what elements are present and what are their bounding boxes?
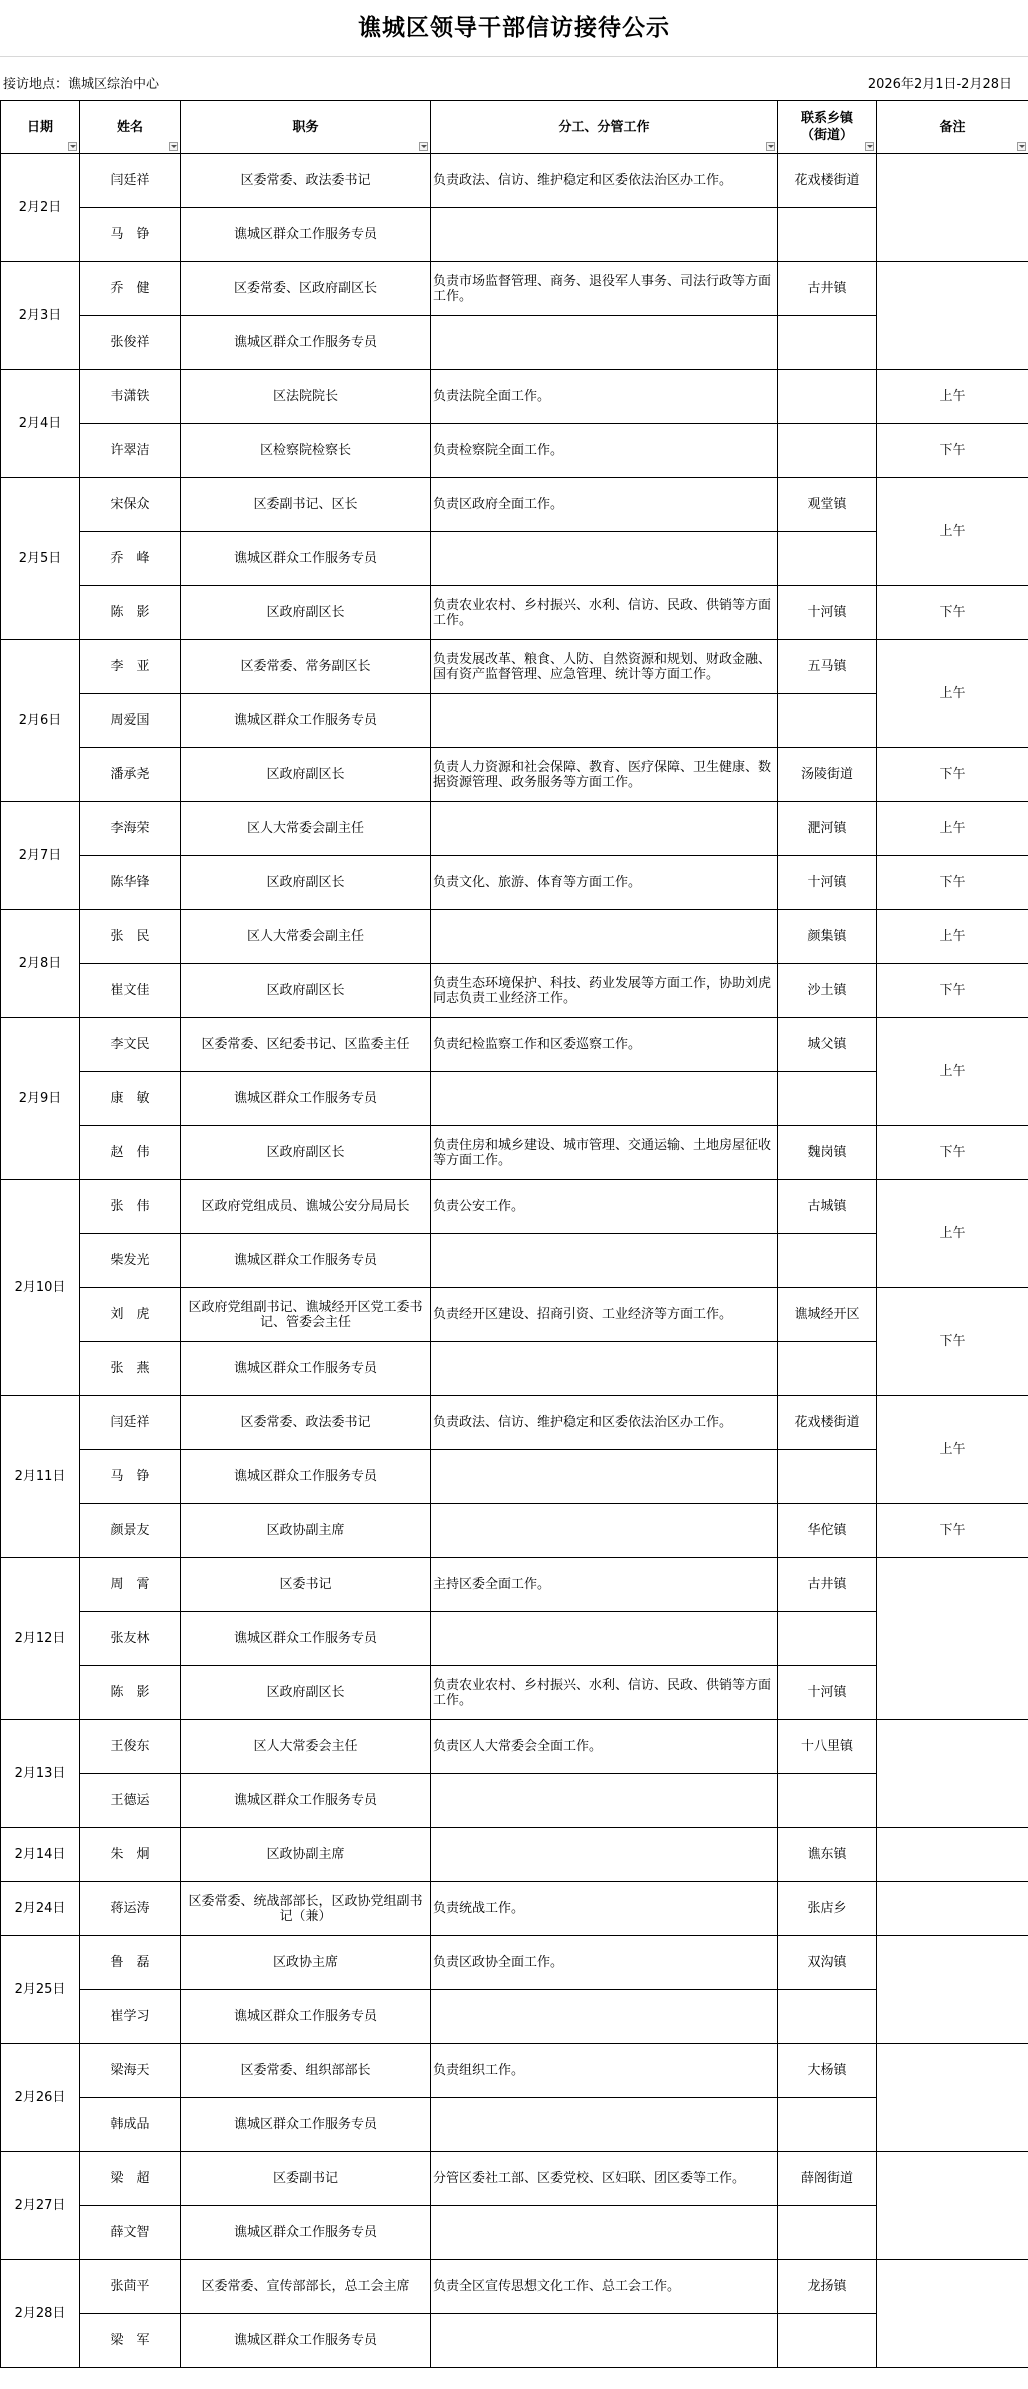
table-row [1, 1774, 1028, 1828]
name-cell[interactable]: 王德运 [80, 1774, 181, 1828]
date-cell[interactable]: 2月4日 [1, 370, 80, 478]
town-cell[interactable]: 魏岗镇 [778, 1126, 877, 1180]
note-cell[interactable]: 上午 [877, 802, 1028, 856]
table-row [1, 424, 1028, 478]
position-cell[interactable]: 区委常委、政法委书记 [181, 1396, 431, 1450]
note-cell[interactable]: 下午 [877, 748, 1028, 802]
town-cell[interactable] [778, 1342, 877, 1396]
duty-cell[interactable] [431, 2314, 778, 2368]
position-cell[interactable]: 谯城区群众工作服务专员 [181, 694, 431, 748]
filter-dropdown-icon[interactable] [68, 142, 77, 151]
position-cell[interactable]: 区政协主席 [181, 1936, 431, 1990]
duty-cell[interactable]: 负责市场监督管理、商务、退役军人事务、司法行政等方面工作。 [431, 262, 778, 316]
position-cell[interactable]: 区政府副区长 [181, 586, 431, 640]
town-cell[interactable]: 汤陵街道 [778, 748, 877, 802]
duty-cell[interactable]: 分管区委社工部、区委党校、区妇联、团区委等工作。 [431, 2152, 778, 2206]
date-cell[interactable]: 2月13日 [1, 1720, 80, 1828]
table-row [1, 2206, 1028, 2260]
name-cell[interactable]: 柴发光 [80, 1234, 181, 1288]
note-cell[interactable] [877, 2152, 1028, 2260]
town-cell[interactable]: 华佗镇 [778, 1504, 877, 1558]
name-cell[interactable]: 周爱国 [80, 694, 181, 748]
name-cell[interactable]: 蒋运涛 [80, 1882, 181, 1936]
town-cell[interactable] [778, 1234, 877, 1288]
duty-cell[interactable]: 负责政法、信访、维护稳定和区委依法治区办工作。 [431, 154, 778, 208]
duty-cell[interactable]: 负责组织工作。 [431, 2044, 778, 2098]
note-cell[interactable] [877, 1720, 1028, 1828]
position-cell[interactable]: 区人大常委会副主任 [181, 910, 431, 964]
name-cell[interactable]: 闫廷祥 [80, 1396, 181, 1450]
name-cell[interactable]: 梁 军 [80, 2314, 181, 2368]
town-cell[interactable]: 古城镇 [778, 1180, 877, 1234]
date-cell[interactable]: 2月11日 [1, 1396, 80, 1558]
town-cell[interactable]: 颜集镇 [778, 910, 877, 964]
town-cell[interactable]: 双沟镇 [778, 1936, 877, 1990]
table-row [1, 1018, 1028, 1072]
duty-cell[interactable]: 负责法院全面工作。 [431, 370, 778, 424]
date-cell[interactable]: 2月12日 [1, 1558, 80, 1720]
position-cell[interactable]: 区人大常委会主任 [181, 1720, 431, 1774]
note-cell[interactable] [877, 2260, 1028, 2368]
position-cell[interactable]: 区委常委、区政府副区长 [181, 262, 431, 316]
position-cell[interactable]: 区法院院长 [181, 370, 431, 424]
header-note-label: 备注 [939, 119, 966, 135]
table-row [1, 2044, 1028, 2098]
town-cell[interactable]: 五马镇 [778, 640, 877, 694]
town-cell[interactable] [778, 694, 877, 748]
reception-table [0, 100, 1028, 2368]
table-row [1, 1288, 1028, 1342]
town-cell[interactable]: 十八里镇 [778, 1720, 877, 1774]
table-row [1, 586, 1028, 640]
name-cell[interactable]: 梁 超 [80, 2152, 181, 2206]
duty-cell[interactable]: 负责农业农村、乡村振兴、水利、信访、民政、供销等方面工作。 [431, 586, 778, 640]
note-cell[interactable]: 上午 [877, 1180, 1028, 1288]
duty-cell[interactable] [431, 694, 778, 748]
position-cell[interactable]: 区检察院检察长 [181, 424, 431, 478]
name-cell[interactable]: 乔 健 [80, 262, 181, 316]
header-position-label: 职务 [292, 119, 319, 135]
date-cell[interactable]: 2月3日 [1, 262, 80, 370]
name-cell[interactable]: 梁海天 [80, 2044, 181, 2098]
name-cell[interactable]: 潘承尧 [80, 748, 181, 802]
table-row [1, 2098, 1028, 2152]
table-row [1, 1666, 1028, 1720]
duty-cell[interactable] [431, 532, 778, 586]
date-cell[interactable]: 2月24日 [1, 1882, 80, 1936]
note-cell[interactable]: 上午 [877, 1396, 1028, 1504]
position-cell[interactable]: 区政府副区长 [181, 1126, 431, 1180]
duty-cell[interactable] [431, 1828, 778, 1882]
date-cell[interactable]: 2月10日 [1, 1180, 80, 1396]
duty-cell[interactable]: 主持区委全面工作。 [431, 1558, 778, 1612]
note-cell[interactable] [877, 154, 1028, 262]
position-cell[interactable]: 谯城区群众工作服务专员 [181, 2314, 431, 2368]
town-cell[interactable] [778, 1774, 877, 1828]
table-row [1, 1504, 1028, 1558]
header-row [1, 101, 1028, 154]
table-row [1, 316, 1028, 370]
position-cell[interactable]: 谯城区群众工作服务专员 [181, 2206, 431, 2260]
duty-cell[interactable]: 负责公安工作。 [431, 1180, 778, 1234]
duty-cell[interactable] [431, 1234, 778, 1288]
name-cell[interactable]: 李海荣 [80, 802, 181, 856]
position-cell[interactable]: 谯城区群众工作服务专员 [181, 1072, 431, 1126]
duty-cell[interactable] [431, 1612, 778, 1666]
name-cell[interactable]: 颜景友 [80, 1504, 181, 1558]
name-cell[interactable]: 宋保众 [80, 478, 181, 532]
table-row [1, 1126, 1028, 1180]
duty-cell[interactable] [431, 208, 778, 262]
town-cell[interactable]: 花戏楼街道 [778, 154, 877, 208]
date-cell[interactable]: 2月14日 [1, 1828, 80, 1882]
position-cell[interactable]: 区委副书记、区长 [181, 478, 431, 532]
name-cell[interactable]: 张俊祥 [80, 316, 181, 370]
table-row [1, 262, 1028, 316]
town-cell[interactable] [778, 2314, 877, 2368]
town-cell[interactable]: 大杨镇 [778, 2044, 877, 2098]
note-cell[interactable]: 下午 [877, 856, 1028, 910]
position-cell[interactable]: 区委常委、组织部部长 [181, 2044, 431, 2098]
name-cell[interactable]: 许翠洁 [80, 424, 181, 478]
position-cell[interactable]: 谯城区群众工作服务专员 [181, 1774, 431, 1828]
town-cell[interactable]: 龙扬镇 [778, 2260, 877, 2314]
town-cell[interactable]: 谯东镇 [778, 1828, 877, 1882]
name-cell[interactable]: 张 民 [80, 910, 181, 964]
position-cell[interactable]: 区委常委、政法委书记 [181, 154, 431, 208]
note-cell[interactable] [877, 2044, 1028, 2152]
header-duty [431, 101, 778, 154]
duty-cell[interactable]: 负责统战工作。 [431, 1882, 778, 1936]
duty-cell[interactable]: 负责人力资源和社会保障、教育、医疗保障、卫生健康、数据资源管理、政务服务等方面工作。 [431, 748, 778, 802]
town-cell[interactable] [778, 2098, 877, 2152]
table-row [1, 370, 1028, 424]
name-cell[interactable]: 崔文佳 [80, 964, 181, 1018]
note-cell[interactable]: 上午 [877, 1018, 1028, 1126]
position-cell[interactable]: 区政协副主席 [181, 1828, 431, 1882]
filter-dropdown-icon[interactable] [419, 142, 428, 151]
filter-dropdown-icon[interactable] [865, 142, 874, 151]
name-cell[interactable]: 张茴平 [80, 2260, 181, 2314]
name-cell[interactable]: 康 敏 [80, 1072, 181, 1126]
town-cell[interactable]: 沙土镇 [778, 964, 877, 1018]
duty-cell[interactable]: 负责经开区建设、招商引资、工业经济等方面工作。 [431, 1288, 778, 1342]
table-row [1, 478, 1028, 532]
location-label: 接访地点：谯城区综治中心 [3, 77, 160, 92]
position-cell[interactable]: 区委常委、常务副区长 [181, 640, 431, 694]
date-cell[interactable]: 2月9日 [1, 1018, 80, 1180]
table-row [1, 1828, 1028, 1882]
town-cell[interactable]: 古井镇 [778, 262, 877, 316]
table-row [1, 208, 1028, 262]
town-cell[interactable] [778, 532, 877, 586]
table-row [1, 694, 1028, 748]
position-cell[interactable]: 谯城区群众工作服务专员 [181, 1450, 431, 1504]
town-cell[interactable] [778, 1990, 877, 2044]
name-cell[interactable]: 陈华锋 [80, 856, 181, 910]
position-cell[interactable]: 区委副书记 [181, 2152, 431, 2206]
name-cell[interactable]: 王俊东 [80, 1720, 181, 1774]
duty-cell[interactable] [431, 802, 778, 856]
table-row [1, 802, 1028, 856]
info-bar [0, 57, 1028, 101]
name-cell[interactable]: 张 燕 [80, 1342, 181, 1396]
date-cell[interactable]: 2月5日 [1, 478, 80, 640]
duty-cell[interactable]: 负责区政府全面工作。 [431, 478, 778, 532]
name-cell[interactable]: 周 霄 [80, 1558, 181, 1612]
town-cell[interactable] [778, 2206, 877, 2260]
table-row [1, 964, 1028, 1018]
table-row [1, 2152, 1028, 2206]
duty-cell[interactable] [431, 1990, 778, 2044]
name-cell[interactable]: 刘 虎 [80, 1288, 181, 1342]
name-cell[interactable]: 鲁 磊 [80, 1936, 181, 1990]
duty-cell[interactable] [431, 2206, 778, 2260]
duty-cell[interactable] [431, 1504, 778, 1558]
position-cell[interactable]: 谯城区群众工作服务专员 [181, 1612, 431, 1666]
page-title: 谯城区领导干部信访接待公示 [0, 0, 1028, 57]
duty-cell[interactable] [431, 316, 778, 370]
table-row [1, 1234, 1028, 1288]
town-cell[interactable]: 薛阁街道 [778, 2152, 877, 2206]
duty-cell[interactable]: 负责纪检监察工作和区委巡察工作。 [431, 1018, 778, 1072]
table-row [1, 1180, 1028, 1234]
table-row [1, 2260, 1028, 2314]
town-cell[interactable]: 淝河镇 [778, 802, 877, 856]
duty-cell[interactable]: 负责发展改革、粮食、人防、自然资源和规划、财政金融、国有资产监督管理、应急管理、统计等方面工作。 [431, 640, 778, 694]
position-cell[interactable]: 区委常委、统战部部长，区政协党组副书记（兼） [181, 1882, 431, 1936]
header-date-label: 日期 [26, 119, 53, 135]
name-cell[interactable]: 薛文智 [80, 2206, 181, 2260]
note-cell[interactable]: 下午 [877, 964, 1028, 1018]
note-cell[interactable]: 上午 [877, 370, 1028, 424]
name-cell[interactable]: 韩成品 [80, 2098, 181, 2152]
note-cell[interactable]: 下午 [877, 424, 1028, 478]
date-cell[interactable]: 2月27日 [1, 2152, 80, 2260]
header-duty-label: 分工、分管工作 [558, 119, 650, 135]
note-cell[interactable]: 下午 [877, 1288, 1028, 1396]
date-cell[interactable]: 2月28日 [1, 2260, 80, 2368]
position-cell[interactable]: 区委常委、宣传部部长，总工会主席 [181, 2260, 431, 2314]
position-cell[interactable]: 谯城区群众工作服务专员 [181, 532, 431, 586]
duty-cell[interactable]: 负责检察院全面工作。 [431, 424, 778, 478]
table-row [1, 1990, 1028, 2044]
town-cell[interactable]: 观堂镇 [778, 478, 877, 532]
position-cell[interactable]: 区政府党组成员、谯城公安分局局长 [181, 1180, 431, 1234]
town-cell[interactable] [778, 1612, 877, 1666]
duty-cell[interactable] [431, 2098, 778, 2152]
table-row [1, 1936, 1028, 1990]
header-name [80, 101, 181, 154]
town-cell[interactable]: 城父镇 [778, 1018, 877, 1072]
date-range-label: 2026年2月1日-2月28日 [867, 77, 1012, 92]
date-cell[interactable]: 2月25日 [1, 1936, 80, 2044]
date-cell[interactable]: 2月2日 [1, 154, 80, 262]
position-cell[interactable]: 区政协副主席 [181, 1504, 431, 1558]
duty-cell[interactable]: 负责区人大常委会全面工作。 [431, 1720, 778, 1774]
position-cell[interactable]: 谯城区群众工作服务专员 [181, 316, 431, 370]
town-cell[interactable] [778, 424, 877, 478]
name-cell[interactable]: 李 亚 [80, 640, 181, 694]
filter-dropdown-icon[interactable] [169, 142, 178, 151]
name-cell[interactable]: 陈 影 [80, 1666, 181, 1720]
duty-cell[interactable]: 负责全区宣传思想文化工作、总工会工作。 [431, 2260, 778, 2314]
position-cell[interactable]: 谯城区群众工作服务专员 [181, 1342, 431, 1396]
duty-cell[interactable]: 负责区政协全面工作。 [431, 1936, 778, 1990]
header-note [877, 101, 1028, 154]
town-cell[interactable]: 十河镇 [778, 856, 877, 910]
duty-cell[interactable] [431, 1450, 778, 1504]
table-row [1, 2314, 1028, 2368]
town-cell[interactable]: 张店乡 [778, 1882, 877, 1936]
header-position [181, 101, 431, 154]
position-cell[interactable]: 区委书记 [181, 1558, 431, 1612]
filter-dropdown-icon[interactable] [1017, 142, 1026, 151]
town-cell[interactable]: 古井镇 [778, 1558, 877, 1612]
position-cell[interactable]: 谯城区群众工作服务专员 [181, 1990, 431, 2044]
header-name-label: 姓名 [116, 119, 143, 135]
name-cell[interactable]: 马 铮 [80, 208, 181, 262]
note-cell[interactable]: 下午 [877, 1126, 1028, 1180]
position-cell[interactable]: 区政府副区长 [181, 748, 431, 802]
table-row [1, 910, 1028, 964]
table-row [1, 856, 1028, 910]
duty-cell[interactable] [431, 1774, 778, 1828]
note-cell[interactable] [877, 1936, 1028, 2044]
duty-cell[interactable] [431, 1072, 778, 1126]
duty-cell[interactable]: 负责生态环境保护、科技、药业发展等方面工作，协助刘虎同志负责工业经济工作。 [431, 964, 778, 1018]
filter-dropdown-icon[interactable] [766, 142, 775, 151]
note-cell[interactable] [877, 1882, 1028, 1936]
name-cell[interactable]: 乔 峰 [80, 532, 181, 586]
position-cell[interactable]: 谯城区群众工作服务专员 [181, 2098, 431, 2152]
duty-cell[interactable]: 负责政法、信访、维护稳定和区委依法治区办工作。 [431, 1396, 778, 1450]
name-cell[interactable]: 赵 伟 [80, 1126, 181, 1180]
note-cell[interactable]: 上午 [877, 910, 1028, 964]
name-cell[interactable]: 崔学习 [80, 1990, 181, 2044]
note-cell[interactable]: 下午 [877, 1504, 1028, 1558]
note-cell[interactable] [877, 262, 1028, 370]
name-cell[interactable]: 韦潇铁 [80, 370, 181, 424]
name-cell[interactable]: 李文民 [80, 1018, 181, 1072]
table-body [1, 154, 1028, 2368]
table-row [1, 1558, 1028, 1612]
table-row [1, 1612, 1028, 1666]
name-cell[interactable]: 马 铮 [80, 1450, 181, 1504]
position-cell[interactable]: 区政府副区长 [181, 1666, 431, 1720]
town-cell[interactable] [778, 208, 877, 262]
duty-cell[interactable]: 负责住房和城乡建设、城市管理、交通运输、土地房屋征收等方面工作。 [431, 1126, 778, 1180]
date-cell[interactable]: 2月8日 [1, 910, 80, 1018]
table-row [1, 1072, 1028, 1126]
position-cell[interactable]: 区政府党组副书记、谯城经开区党工委书记、管委会主任 [181, 1288, 431, 1342]
position-cell[interactable]: 区人大常委会副主任 [181, 802, 431, 856]
table-row [1, 154, 1028, 208]
name-cell[interactable]: 闫廷祥 [80, 154, 181, 208]
table-row [1, 1450, 1028, 1504]
name-cell[interactable]: 张 伟 [80, 1180, 181, 1234]
note-cell[interactable] [877, 1558, 1028, 1720]
duty-cell[interactable] [431, 910, 778, 964]
note-cell[interactable] [877, 1828, 1028, 1882]
date-cell[interactable]: 2月26日 [1, 2044, 80, 2152]
town-cell[interactable]: 十河镇 [778, 1666, 877, 1720]
town-cell[interactable] [778, 370, 877, 424]
name-cell[interactable]: 张友林 [80, 1612, 181, 1666]
position-cell[interactable]: 区政府副区长 [181, 964, 431, 1018]
table-row [1, 532, 1028, 586]
date-cell[interactable]: 2月7日 [1, 802, 80, 910]
note-cell[interactable]: 上午 [877, 640, 1028, 748]
table-row [1, 640, 1028, 694]
date-cell[interactable]: 2月6日 [1, 640, 80, 802]
note-cell[interactable]: 上午 [877, 478, 1028, 586]
table-row [1, 1342, 1028, 1396]
duty-cell[interactable] [431, 1342, 778, 1396]
position-cell[interactable]: 区政府副区长 [181, 856, 431, 910]
header-date [1, 101, 80, 154]
position-cell[interactable]: 谯城区群众工作服务专员 [181, 1234, 431, 1288]
name-cell[interactable]: 朱 炯 [80, 1828, 181, 1882]
town-cell[interactable]: 花戏楼街道 [778, 1396, 877, 1450]
name-cell[interactable]: 陈 影 [80, 586, 181, 640]
town-cell[interactable] [778, 316, 877, 370]
position-cell[interactable]: 谯城区群众工作服务专员 [181, 208, 431, 262]
header-town-label: 联系乡镇 （街道） [800, 111, 853, 143]
town-cell[interactable] [778, 1072, 877, 1126]
town-cell[interactable] [778, 1450, 877, 1504]
duty-cell[interactable]: 负责文化、旅游、体育等方面工作。 [431, 856, 778, 910]
table-row [1, 1396, 1028, 1450]
table-row [1, 1720, 1028, 1774]
header-town [778, 101, 877, 154]
town-cell[interactable]: 谯城经开区 [778, 1288, 877, 1342]
table-row [1, 1882, 1028, 1936]
table-row [1, 748, 1028, 802]
town-cell[interactable]: 十河镇 [778, 586, 877, 640]
position-cell[interactable]: 区委常委、区纪委书记、区监委主任 [181, 1018, 431, 1072]
note-cell[interactable]: 下午 [877, 586, 1028, 640]
duty-cell[interactable]: 负责农业农村、乡村振兴、水利、信访、民政、供销等方面工作。 [431, 1666, 778, 1720]
